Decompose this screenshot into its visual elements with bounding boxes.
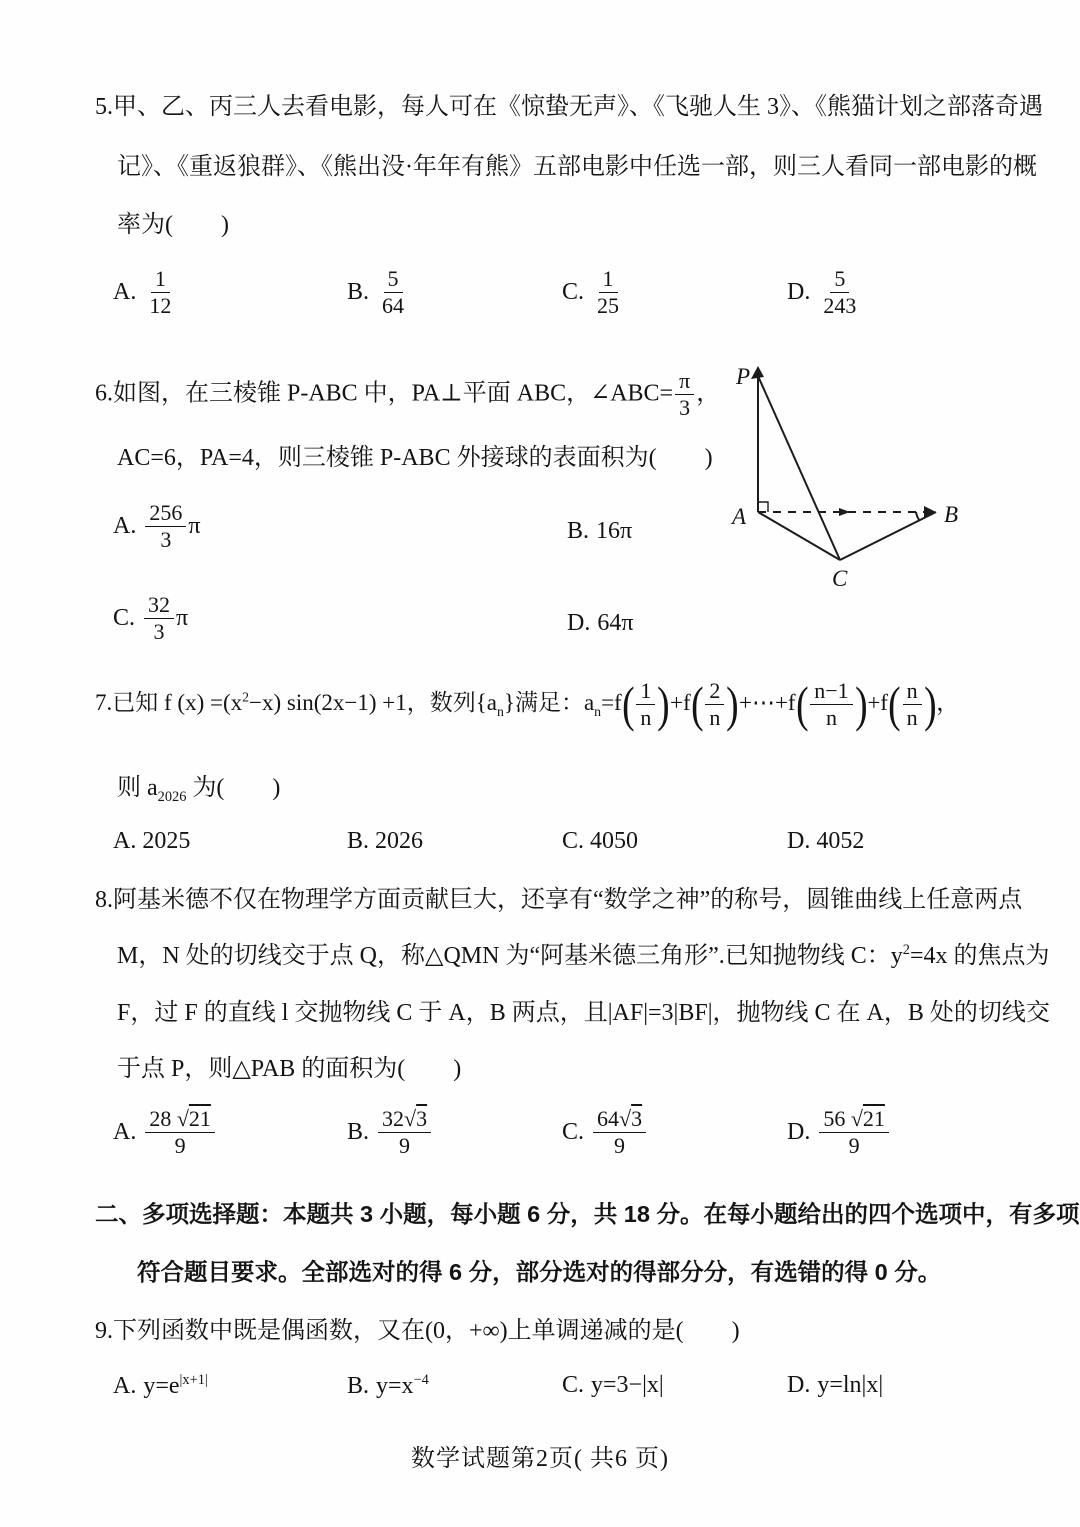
fraction-denominator: 64 xyxy=(382,293,405,319)
subscript-n: n xyxy=(497,703,504,719)
arrowhead-b xyxy=(924,506,936,518)
right-paren: ) xyxy=(923,676,937,733)
q6-line-1-comma: ， xyxy=(696,380,721,407)
right-paren: ) xyxy=(657,676,670,733)
q6-line-2: AC=6，PA=4，则三棱锥 P-ABC 外接球的表面积为( ) xyxy=(117,445,713,471)
edge-ac xyxy=(758,512,840,560)
q9-option-c xyxy=(562,1372,664,1399)
option-label: B. xyxy=(347,279,370,306)
q7-text-2: −x) sin(2x−1) +1，数列{a xyxy=(249,690,497,716)
fraction-numerator: n xyxy=(903,678,922,705)
option-label: B. xyxy=(567,518,590,544)
radicand: 3 xyxy=(416,1106,428,1131)
q9-option-a xyxy=(113,1372,208,1400)
sqrt-icon: √ xyxy=(619,1106,632,1131)
option-label: B. xyxy=(347,1119,370,1146)
fraction-numerator: π xyxy=(675,368,694,395)
fraction-numerator: 2 xyxy=(705,678,724,705)
fraction-numerator xyxy=(819,1106,889,1133)
q7-option-c: C. 4050 xyxy=(562,828,639,854)
q7-l2-text-1: 则 a xyxy=(117,775,158,801)
option-value: y=ln|x| xyxy=(817,1372,884,1398)
q7-option-b: B. 2026 xyxy=(347,828,424,854)
right-paren: ) xyxy=(726,676,739,733)
fraction xyxy=(145,1106,215,1160)
q7-text-3: }满足：a xyxy=(503,690,595,716)
option-label: D. xyxy=(567,610,591,636)
fraction-denominator: n xyxy=(825,705,837,731)
q8-option-b xyxy=(347,1106,433,1160)
figure-label-b: B xyxy=(944,502,959,527)
exponent: 2 xyxy=(902,942,910,958)
fraction-denominator: 3 xyxy=(160,527,172,553)
figure-label-c: C xyxy=(832,566,848,591)
page-footer: 数学试题第2页( 共6 页) xyxy=(411,1446,669,1472)
coefficient: 56 xyxy=(823,1106,851,1131)
fraction-denominator: 9 xyxy=(614,1133,626,1159)
q8-line-3: F，过 F 的直线 l 交抛物线 C 于 A，B 两点，且|AF|=3|BF|，抛物线 C 在 A，B 处的切线交 xyxy=(117,1000,1050,1026)
base: y=x xyxy=(376,1373,414,1399)
fraction xyxy=(378,266,408,320)
q8-l2-text-1: M，N 处的切线交于点 Q，称△QMN 为“阿基米德三角形”.已知抛物线 C：y xyxy=(117,943,903,969)
subscript-2026: 2026 xyxy=(157,788,187,805)
q5-option-b xyxy=(347,266,410,320)
q8-line-1: 8.阿基米德不仅在物理学方面贡献巨大，还享有“数学之神”的称号，圆锥曲线上任意两点 xyxy=(95,887,1023,913)
q7-text-1: 7.已知 f (x) =(x xyxy=(95,690,243,716)
base: y=e xyxy=(143,1373,180,1399)
coefficient: 64 xyxy=(597,1106,620,1131)
fraction-denominator: n xyxy=(906,705,918,731)
q6-option-d xyxy=(567,610,633,637)
q6-line-1-text: 6.如图，在三棱锥 P-ABC 中，PA⊥平面 ABC，∠ABC= xyxy=(95,380,674,407)
option-label: D. xyxy=(787,279,811,306)
fraction-denominator: n xyxy=(709,705,721,731)
left-paren: ( xyxy=(888,676,901,733)
sqrt-icon: √ xyxy=(850,1106,863,1131)
subscript-n: n xyxy=(594,703,602,719)
q5-option-a xyxy=(113,266,177,320)
q7-text-5: +f xyxy=(670,690,691,716)
fraction-denominator: 3 xyxy=(679,395,691,421)
option-value: 16π xyxy=(596,518,633,544)
section2-heading-line-1: 二、多项选择题：本题共 3 小题，每小题 6 分，共 18 分。在每小题给出的四个选项中，有多项 xyxy=(95,1201,1080,1227)
q8-option-d xyxy=(787,1106,891,1160)
fraction-numerator: 1 xyxy=(636,678,655,705)
option-label: D. xyxy=(787,1119,811,1146)
fraction xyxy=(819,1106,889,1160)
radicand: 21 xyxy=(862,1106,885,1131)
q9-line-1: 9.下列函数中既是偶函数，又在(0，+∞)上单调递减的是( ) xyxy=(95,1318,740,1344)
q6-option-a xyxy=(113,500,200,554)
option-label: A. xyxy=(113,1372,137,1399)
option-value: y=3−|x| xyxy=(591,1372,664,1398)
fraction-denominator: 9 xyxy=(399,1133,411,1159)
q7-text-8: ， xyxy=(936,690,960,716)
edge-pc xyxy=(758,376,840,560)
option-value xyxy=(143,1372,207,1400)
q7-option-d: D. 4052 xyxy=(787,828,865,854)
fraction-denominator: n xyxy=(640,705,652,731)
sqrt-icon: √ xyxy=(176,1106,189,1131)
q6-figure xyxy=(692,354,1012,606)
option-label: A. xyxy=(113,1119,137,1146)
option-label: A. xyxy=(113,513,137,540)
option-label: C. xyxy=(562,1119,585,1146)
option-label: D. xyxy=(787,1372,811,1398)
fraction xyxy=(593,1106,646,1160)
fraction-denominator: 243 xyxy=(823,293,857,319)
figure-label-a: A xyxy=(732,504,747,529)
exponent: 2 xyxy=(242,689,250,705)
fraction xyxy=(593,266,623,320)
q7-text-7: +f xyxy=(867,690,888,716)
q9-option-d xyxy=(787,1372,883,1399)
q8-option-a xyxy=(113,1106,217,1160)
option-label: C. xyxy=(113,605,136,632)
q5-line-3: 率为( ) xyxy=(117,212,229,238)
option-value: 64π xyxy=(597,610,634,636)
coefficient: 28 xyxy=(149,1106,177,1131)
fraction-numerator: 32 xyxy=(144,592,174,619)
fraction-denominator: 9 xyxy=(174,1133,186,1159)
arrowhead-p xyxy=(751,366,764,379)
option-label: C. xyxy=(562,1372,585,1398)
q5-line-2: 记》、《重返狼群》、《熊出没·年年有熊》五部电影中任选一部，则三人看同一部电影的概 xyxy=(117,154,1037,180)
left-paren: ( xyxy=(795,676,809,733)
q6-option-b xyxy=(567,518,632,545)
fraction-numerator xyxy=(593,1106,646,1133)
fraction xyxy=(145,500,186,554)
left-paren: ( xyxy=(621,676,635,733)
pi-suffix: π xyxy=(176,605,189,632)
fraction xyxy=(145,266,175,320)
pi-suffix: π xyxy=(188,513,201,540)
fraction-numerator: 1 xyxy=(599,266,618,293)
fraction-denominator: 3 xyxy=(153,619,165,645)
left-paren: ( xyxy=(690,676,704,733)
q7-line-1 xyxy=(95,678,959,732)
q8-line-4: 于点 P，则△PAB 的面积为( ) xyxy=(117,1056,462,1082)
q7-text-4: =f xyxy=(601,690,622,716)
right-paren: ) xyxy=(854,676,868,733)
radicand: 21 xyxy=(188,1106,211,1131)
fraction-numerator: 256 xyxy=(145,500,186,527)
fraction xyxy=(810,678,852,732)
q7-option-a: A. 2025 xyxy=(113,828,191,854)
right-angle-mark-a xyxy=(758,502,768,512)
angle-arc-b xyxy=(916,512,920,521)
fraction-numerator xyxy=(145,1106,215,1133)
fraction-numerator: 1 xyxy=(151,266,170,293)
exponent: −4 xyxy=(413,1372,429,1388)
fraction-numerator: 5 xyxy=(384,266,403,293)
section2-heading-line-2: 符合题目要求。全部选对的得 6 分，部分选对的得部分分，有选错的得 0 分。 xyxy=(137,1259,942,1285)
coefficient: 32 xyxy=(382,1106,405,1131)
q9-option-b xyxy=(347,1372,429,1400)
q7-text-6: +⋯+f xyxy=(738,690,796,716)
fraction xyxy=(819,266,860,320)
fraction xyxy=(903,678,922,732)
q6-option-c xyxy=(113,592,188,646)
sqrt-icon: √ xyxy=(404,1106,417,1131)
fraction-denominator: 25 xyxy=(597,293,620,319)
fraction xyxy=(705,678,724,732)
q8-option-c xyxy=(562,1106,648,1160)
q8-line-2 xyxy=(117,941,1050,971)
fraction xyxy=(144,592,174,646)
q6-line-1 xyxy=(95,368,720,422)
q7-l2-text-2: 为( ) xyxy=(186,775,281,801)
option-label: C. xyxy=(562,279,585,306)
exponent: |x+1| xyxy=(179,1372,208,1388)
radicand: 3 xyxy=(631,1106,643,1131)
arrowhead-ab-mid xyxy=(839,508,850,516)
fraction-denominator: 9 xyxy=(848,1133,860,1159)
q7-line-2 xyxy=(117,773,280,806)
fraction-numerator: 5 xyxy=(830,266,849,293)
fraction-numerator xyxy=(378,1106,431,1133)
q5-option-c xyxy=(562,266,625,320)
fraction-numerator: n−1 xyxy=(810,678,852,705)
q5-line-1: 5.甲、乙、丙三人去看电影，每人可在《惊蛰无声》、《飞驰人生 3》、《熊猫计划之部落奇遇 xyxy=(95,94,1043,120)
edge-cb xyxy=(840,512,936,560)
option-label: A. xyxy=(113,279,137,306)
option-value xyxy=(376,1372,429,1400)
fraction xyxy=(636,678,655,732)
fraction-denominator: 12 xyxy=(149,293,172,319)
q8-l2-text-2: =4x 的焦点为 xyxy=(909,943,1050,969)
figure-label-p: P xyxy=(736,364,751,389)
fraction xyxy=(378,1106,431,1160)
q5-option-d xyxy=(787,266,862,320)
option-label: B. xyxy=(347,1372,370,1399)
